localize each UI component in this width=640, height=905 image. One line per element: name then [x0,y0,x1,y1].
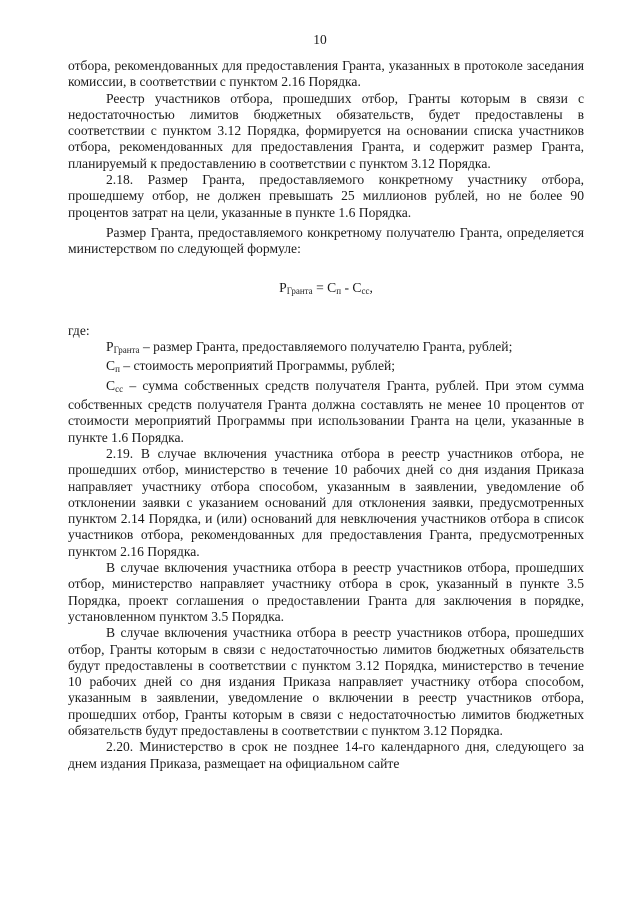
paragraph-continuation: отбора, рекомендованных для предоставления Гранта, указанных в протоколе заседания комиссии, в соответствии с пунктом 2.16 Порядка. [68,58,584,90]
paragraph-grant-size: Размер Гранта, предоставляемого конкретному получателю Гранта, определяется министерством по следующей формуле: [68,224,584,257]
paragraph-2-19: 2.19. В случае включения участника отбора в реестр участников отбора, не прошедших отбор, министерство в течение 10 рабочих дней со дня издания Приказа направляет участнику отбора способом, указанным в заявлении, уведомление об отклонении заявки с указанием оснований для отклонения заявки, предусмотренных пунктом 2.14 Порядка, и (или) оснований для невключения участников отбора в список участников отбора, рекомендованных для предоставления Гранта, предусмотренных пунктом 2.16 Порядка. [68,445,584,559]
paragraph-passed-selection: В случае включения участника отбора в реестр участников отбора, прошедших отбор, министерство направляет участнику отбора в срок, указанный в пункте 3.5 Порядка, проект соглашения о предоставлении Гранта для заключения в порядке, установленном пунктом 3.5 Порядка. [68,560,584,624]
formula-lhs: $P_{Гранта}$ [279,279,313,296]
definition-css: $C_{сс}$ – сумма собственных средств получателя Гранта, рублей. При этом сумма собственных средств получателя Гранта должна составлять не менее 10 процентов от стоимости мероприятий Программы при использовании Гранта на цели, указанные в пункте 1.6 Порядка. [68,377,584,445]
formula-term-css: $C_{сс}$ [352,279,370,296]
document-body [68,58,584,772]
page-number: 10 [313,32,327,47]
paragraph-2-18: 2.18. Размер Гранта, предоставляемого конкретному участнику отбора, прошедшему отбор, не должен превышать 25 миллионов рублей, но не более 90 процентов затрат на цели, указанные в пункте 1.6 Порядка. [68,172,584,220]
definition-grant: $P_{Гранта}$ – размер Гранта, предоставляемого получателю Гранта, рублей; [106,339,513,356]
where-label: где: [68,322,90,338]
formula-equals: = [312,279,328,295]
formula-term-cp: $C_п$ [327,279,342,296]
paragraph-registry: Реестр участников отбора, прошедших отбор, Гранты которым в связи с недостаточностью лимитов бюджетных обязательств, будет предоставлены в соответствии с пунктом 3.12 Порядка, формируется на основании списка участников отбора, рекомендованных для предоставления Гранта, и содержит размер Гранта, планируемый к предоставлению в соответствии с пунктом 3.12 Порядка. [68,90,584,171]
paragraph-2-20: 2.20. Министерство в срок не позднее 14-го календарного дня, следующего за днем издания Приказа, размещает на официальном сайте [68,739,584,771]
definition-cp: $C_п$ – стоимость мероприятий Программы, рублей; [106,358,396,375]
formula-minus: - [341,279,353,295]
grant-formula: $P_{Гранта} = C_п - C_{сс}$, [279,279,373,296]
paragraph-insufficient-limits: В случае включения участника отбора в реестр участников отбора, прошедших отбор, Гранты которым в связи с недостаточностью лимитов бюджетных обязательств будут предоставлены в соответствии с пунктом 3.12 Порядка, министерство в течение 10 рабочих дней со дня издания Приказа направляет участнику отбора способом, указанным в заявлении, уведомление о включении в реестр участников отбора, прошедших отбор, Гранты которым в связи с недостаточностью лимитов бюджетных обязательств будут предоставлены в соответствии с пунктом 3.12 Порядка. [68,625,584,738]
